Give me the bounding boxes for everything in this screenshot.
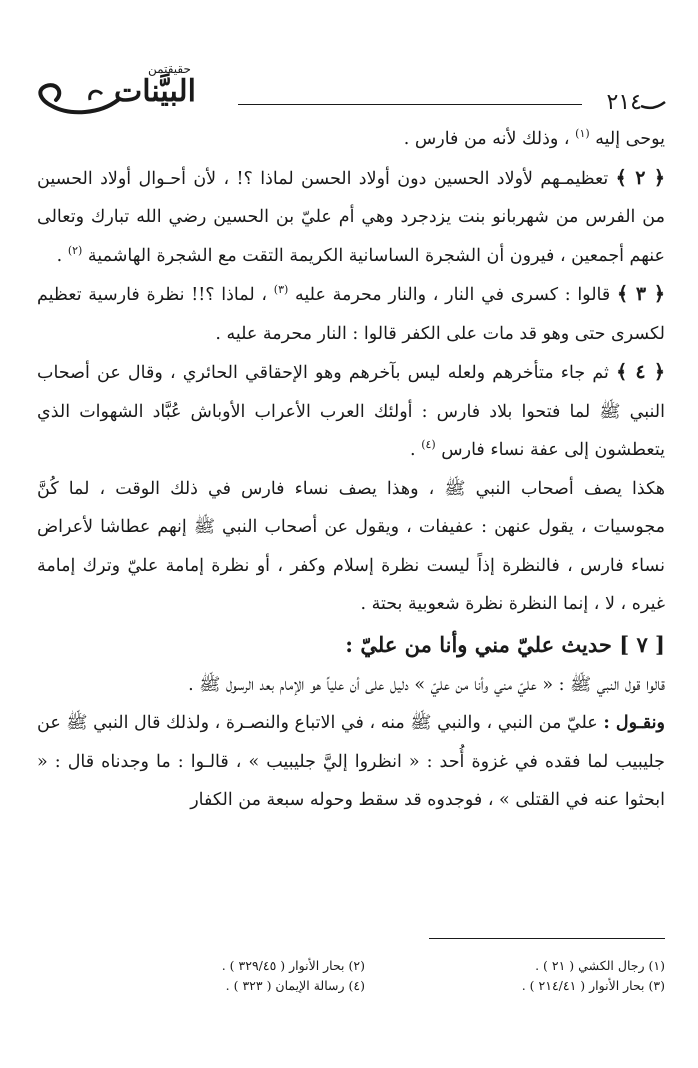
calligraphy-flourish-icon: [30, 70, 120, 120]
page-header: [30, 60, 670, 122]
numbered-point-3: ﴿ ٣ ﴾ قالوا : كسرى في النار ، والنار محرمة عليه $^{(٣)}$ ، لماذا ؟!! نظرة فارسية تعظيم لكسرى حتى وهو قد مات على الكفر قالوا : النار محرمة عليه .: [37, 283, 665, 344]
page-number: ٢١٤: [606, 90, 642, 115]
footnote-divider: [429, 938, 665, 939]
point-number: ﴿ ٤ ﴾: [616, 361, 665, 383]
book-title-prefix: حقيقتمن: [148, 62, 191, 76]
response-label: ونقـول :: [603, 713, 665, 733]
paragraph-commentary: هكذا يصف أصحاب النبي ﷺ ، وهذا يصف نساء فارس في ذلك الوقت ، لما كُنَّ مجوسيات ، يقول عنهن : عفيفات ، ويقول عن أصحاب النبي ﷺ إنهم عطاشا لأعراض نساء فارس ، فالنظرة إذاً ليست نظرة إسلام وكفر ، أو نظرة إمامة عليّ وترك إمامة غيره ، لا ، إنما النظرة نظرة شعوبية بحتة .: [37, 478, 665, 614]
footnote-ref: (١): [575, 127, 590, 141]
point-number: ﴿ ٢ ﴾: [615, 166, 665, 189]
footnote-ref: (٤): [421, 438, 436, 452]
paragraph-continuation: يوحى إليه $^{(١)}$ ، وذلك لأنه من فارس .: [403, 127, 665, 149]
book-title-logo: [30, 60, 235, 120]
page-number-ornament-icon: [640, 100, 666, 110]
footnote-ref: (٢): [67, 243, 83, 257]
numbered-point-2: ﴿ ٢ ﴾ تعظيمـهم لأولاد الحسين دون أولاد الحسن لماذا ؟! ، لأن أحـوال أولاد الحسين من الفرس من شهربانو بنت يزدجرد وهي أم عليّ بن الحسين رضي الله تبارك وتعالى عنهم أجمعين ، فيرون أن الشجرة الساسانية الكريمة التقت مع الشجرة الهاشمية $^{(٢)}$ .: [37, 166, 665, 266]
point-number: ﴿ ٣ ﴾: [616, 283, 665, 305]
footnote-3: (٣) بحار الأنوار ( ٢١٤/٤١ ) .: [521, 978, 665, 993]
numbered-point-4: ﴿ ٤ ﴾ ثم جاء متأخرهم ولعله ليس بآخرهم وهو الإحقاقي الحائري ، وقال عن أصحاب النبي ﷺ لما فتحوا بلاد فارس : أولئك العرب الأعراب الأوباش عُبَّاد الشهوات الذي يتعطشون إلى عفة نساء فارس $^{(٤)}$ .: [37, 361, 665, 460]
book-title: البيَّنات: [114, 74, 197, 109]
footnote-1: (١) رجال الكشي ( ٢١ ) .: [535, 958, 665, 973]
section-heading: [ ٧ ] حديث عليّ مني وأنا من عليّ :: [345, 631, 665, 657]
page-body: [37, 120, 665, 820]
footnote-ref: (٣): [273, 283, 289, 297]
footnote-4: (٤) رسالة الإيمان ( ٣٢٣ ) .: [225, 978, 365, 993]
footnote-2: (٢) بحار الأنوار ( ٣٢٩/٤٥ ) .: [221, 958, 365, 973]
paragraph-response: ونقـول : عليّ من النبي ، والنبي ﷺ منه ، في الاتباع والنصـرة ، ولذلك قال النبي ﷺ عن جليبيب لما فقده في غزوة أُحد : « انظروا إليَّ جليبيب » ، قالـوا : ما وجدناه قال : « ابحثوا عنه في القتلى » ، فوجدوه قد سقط وحوله سبعة من الكفار: [37, 713, 665, 810]
header-rule: [238, 104, 582, 105]
footnotes: [35, 956, 665, 996]
paragraph-claim: قالوا قول النبي ﷺ : « عليّ مني وأنا من عليّ » دليل على أن علياً هو الإمام بعد الرسول ﷺ .: [188, 674, 665, 695]
